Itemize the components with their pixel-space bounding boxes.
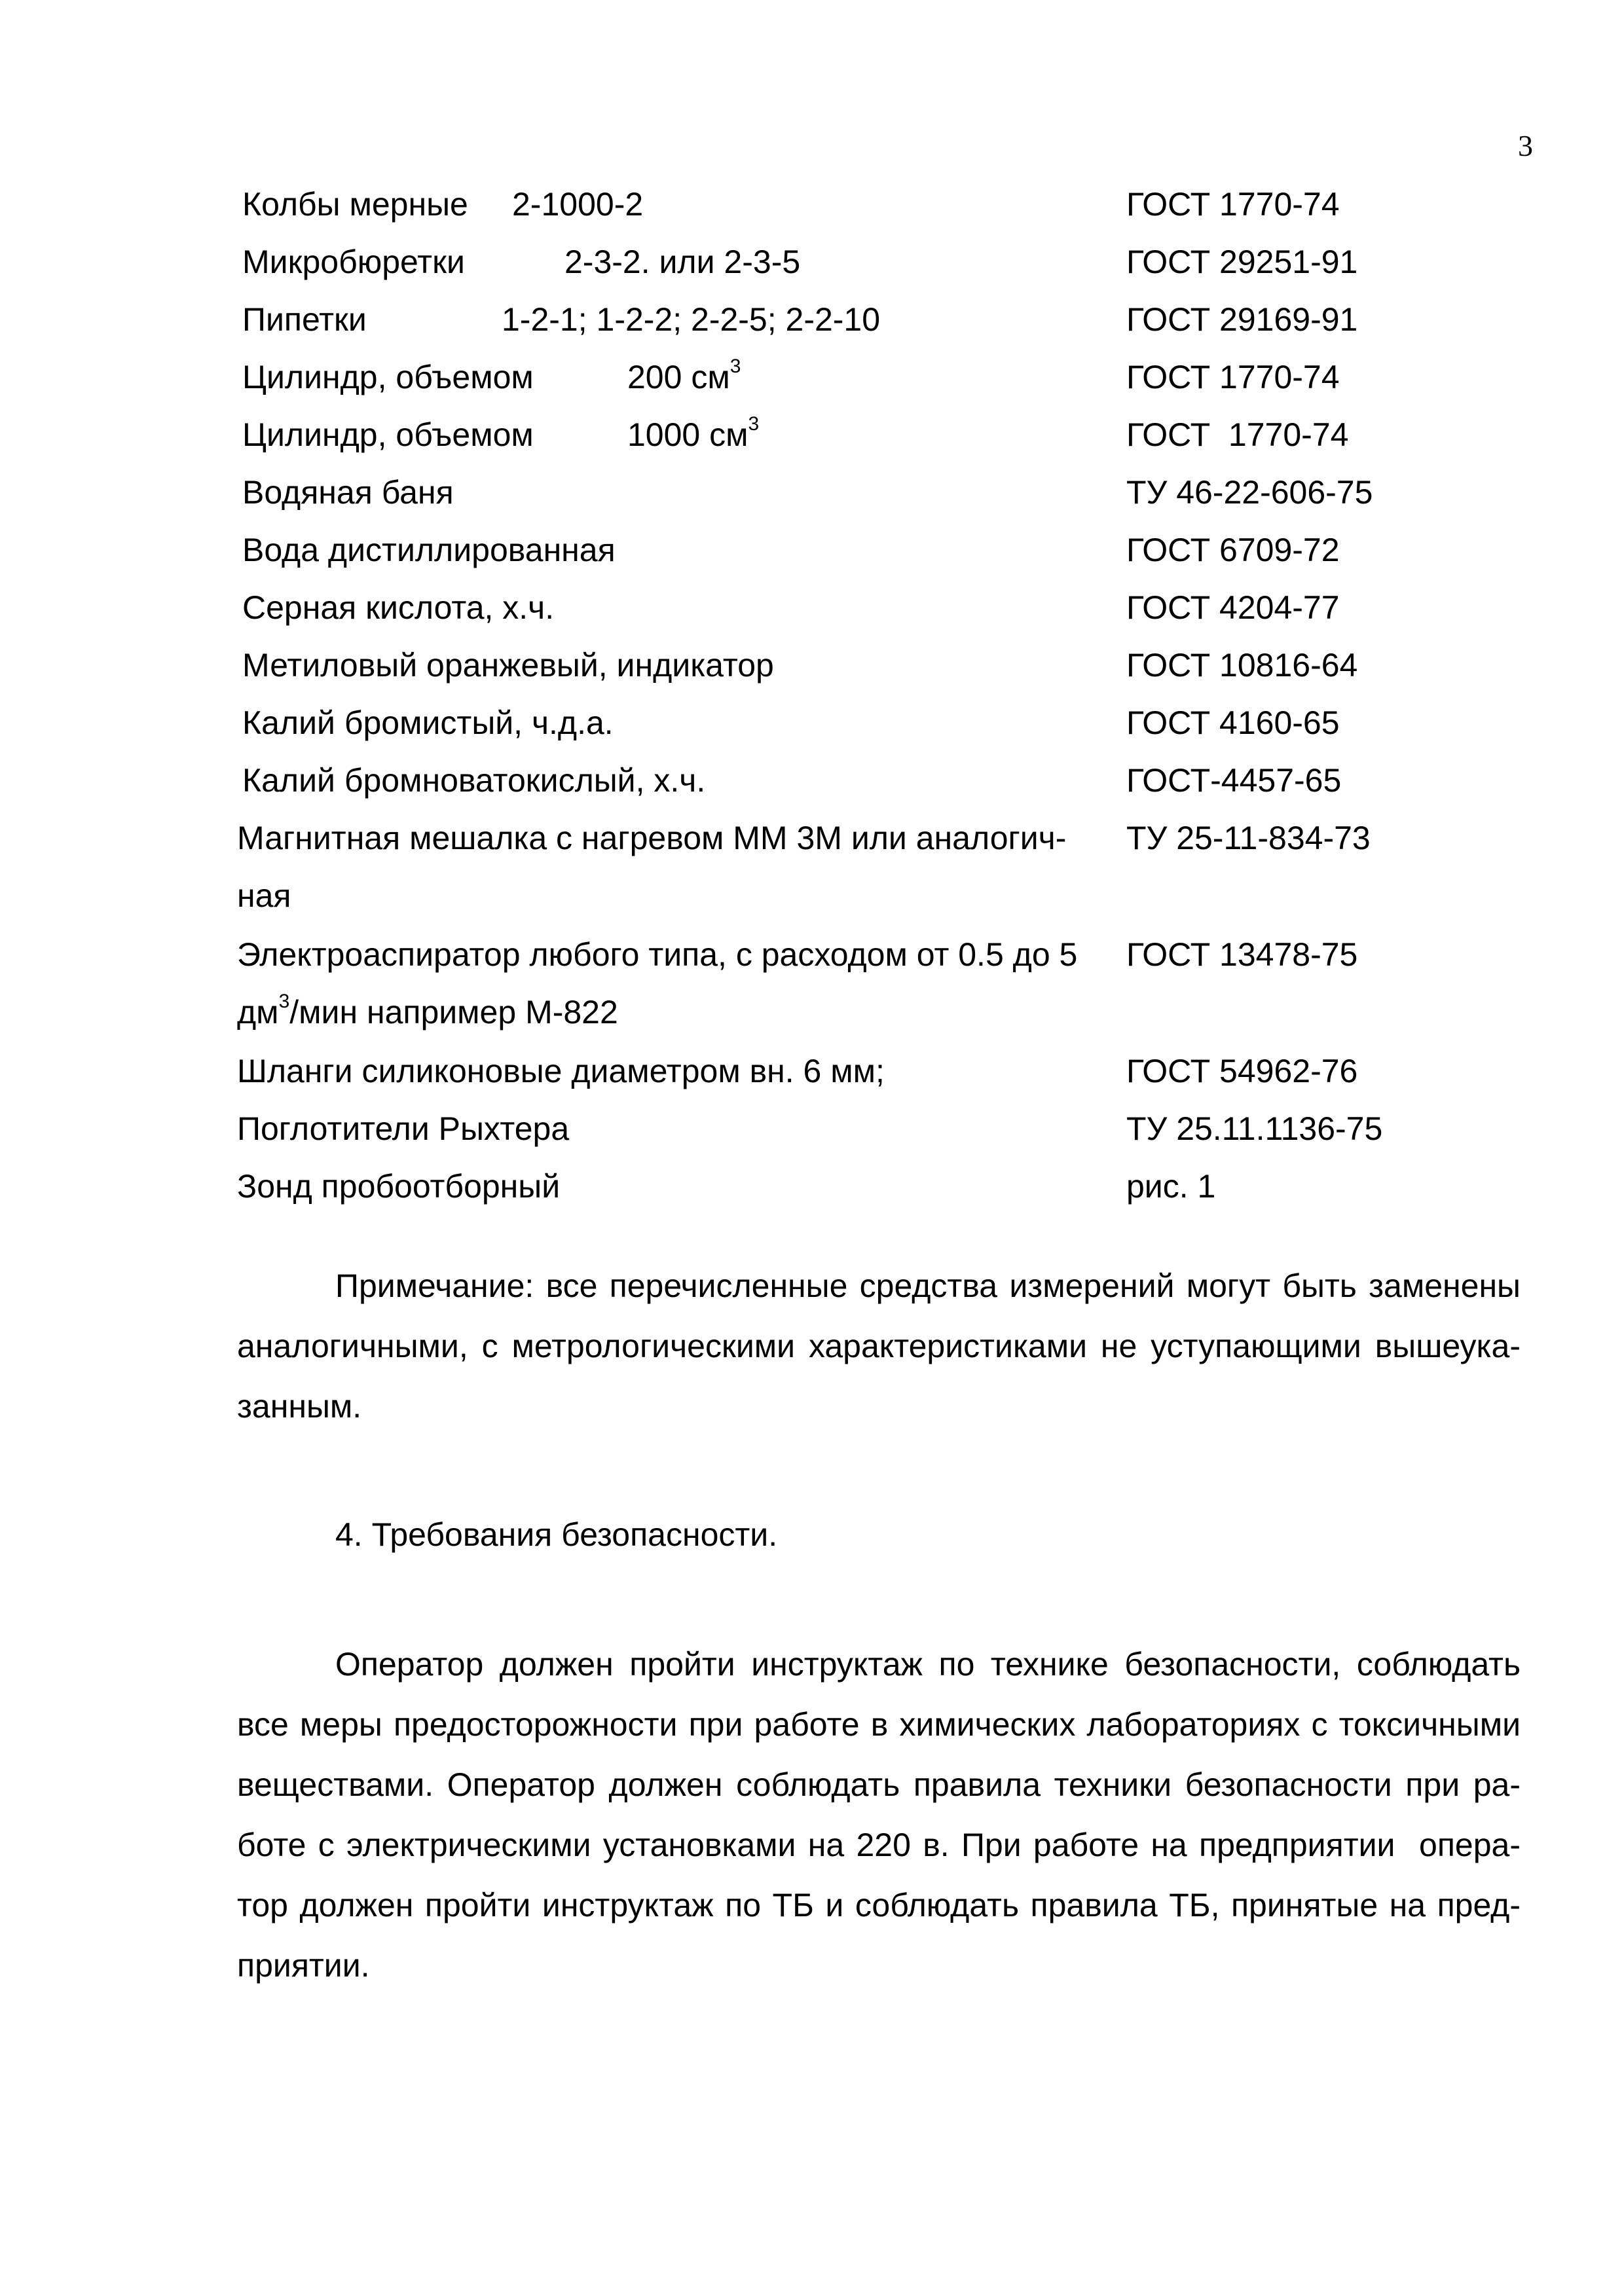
list-item xyxy=(0,694,1624,752)
list-item xyxy=(0,926,1624,1042)
item-name: Магнитная мешалка с нагревом ММ 3М или аналогич- ная xyxy=(237,820,1067,914)
list-item xyxy=(0,406,1624,464)
item-standard: ГОСТ 6709-72 xyxy=(1126,532,1340,568)
superscript: 3 xyxy=(278,991,290,1012)
item-standard: ГОСТ 1770-74 xyxy=(1126,416,1349,453)
superscript: 3 xyxy=(729,355,741,377)
list-item xyxy=(0,464,1624,521)
item-spec: 200 $см^3$ xyxy=(627,355,741,395)
item-standard: ГОСТ 1770-74 xyxy=(1126,186,1340,223)
page-number: 3 xyxy=(1518,129,1533,162)
item-standard: ТУ 46-22-606-75 xyxy=(1126,474,1373,511)
item-name: Серная кислота, х.ч. xyxy=(242,589,555,626)
item-name: Метиловый оранжевый, индикатор xyxy=(242,647,774,683)
item-standard: ТУ 25-11-834-73 xyxy=(1126,820,1371,856)
item-standard: ГОСТ-4457-65 xyxy=(1126,762,1342,799)
section-heading: 4. Требования безопасности. xyxy=(335,1516,778,1553)
equipment-list xyxy=(0,175,1624,1215)
item-name: Водяная баня xyxy=(242,474,454,511)
list-item xyxy=(0,809,1624,926)
item-standard: рис. 1 xyxy=(1126,1168,1216,1205)
item-standard: ГОСТ 4204-77 xyxy=(1126,589,1340,626)
item-standard: ТУ 25.11.1136-75 xyxy=(1126,1110,1383,1147)
item-standard: ГОСТ 29169-91 xyxy=(1126,301,1358,338)
item-name: Колбы мерные xyxy=(242,186,468,223)
list-item xyxy=(0,1100,1624,1157)
item-name: Калий бромистый, ч.д.а. xyxy=(242,704,614,741)
list-item xyxy=(0,521,1624,579)
item-spec: 1000 $см^3$ xyxy=(627,413,760,453)
list-item xyxy=(0,1042,1624,1100)
list-item xyxy=(0,175,1624,233)
item-name: Вода дистиллированная xyxy=(242,532,616,568)
list-item xyxy=(0,348,1624,406)
item-standard: ГОСТ 13478-75 xyxy=(1126,936,1358,973)
item-name: Калий бромноватокислый, х.ч. xyxy=(242,762,706,799)
item-standard: ГОСТ 1770-74 xyxy=(1126,359,1340,395)
list-item xyxy=(0,1157,1624,1215)
note-paragraph: Примечание: все перечисленные средства измерений могут быть заменены аналогичными, с метрологическими характеристиками не уступающими вышеука- занным. xyxy=(237,1267,1521,1425)
item-name: Поглотители Рыхтера xyxy=(237,1110,570,1147)
safety-paragraph: Оператор должен пройти инструктаж по технике безопасности, соблюдать все меры предосторожности при работе в химических лабораториях с токсичными веществами. Оператор должен соблюдать правила техники безопасности при ра- боте с электрическими установками на 220 в. При работе на предприятии опера- тор должен пройти инструктаж по ТБ и соблюдать правила ТБ, принятые на пред- приятии. xyxy=(237,1646,1521,1984)
item-spec: 1-2-1; 1-2-2; 2-2-5; 2-2-10 xyxy=(502,301,881,338)
item-standard: ГОСТ 54962-76 xyxy=(1126,1053,1358,1089)
item-name: Электроаспиратор любого типа, с расходом от 0.5 до 5 $дм^3$/мин например М-822 xyxy=(237,936,1078,1030)
list-item xyxy=(0,233,1624,291)
item-name: Цилиндр, объемом xyxy=(242,416,534,453)
item-spec: 2-1000-2 xyxy=(512,186,644,223)
item-standard: ГОСТ 10816-64 xyxy=(1126,647,1358,683)
item-name: Зонд пробоотборный xyxy=(237,1168,561,1205)
item-standard: ГОСТ 4160-65 xyxy=(1126,704,1340,741)
list-item xyxy=(0,752,1624,809)
list-item xyxy=(0,579,1624,636)
item-name: Микробюретки xyxy=(242,244,465,280)
list-item xyxy=(0,636,1624,694)
superscript: 3 xyxy=(748,413,760,435)
list-item xyxy=(0,291,1624,348)
item-standard: ГОСТ 29251-91 xyxy=(1126,244,1358,280)
item-spec: 2-3-2. или 2-3-5 xyxy=(564,244,801,280)
item-name: Цилиндр, объемом xyxy=(242,359,534,395)
item-name: Пипетки xyxy=(242,301,367,338)
item-name: Шланги силиконовые диаметром вн. 6 мм; xyxy=(237,1053,885,1089)
